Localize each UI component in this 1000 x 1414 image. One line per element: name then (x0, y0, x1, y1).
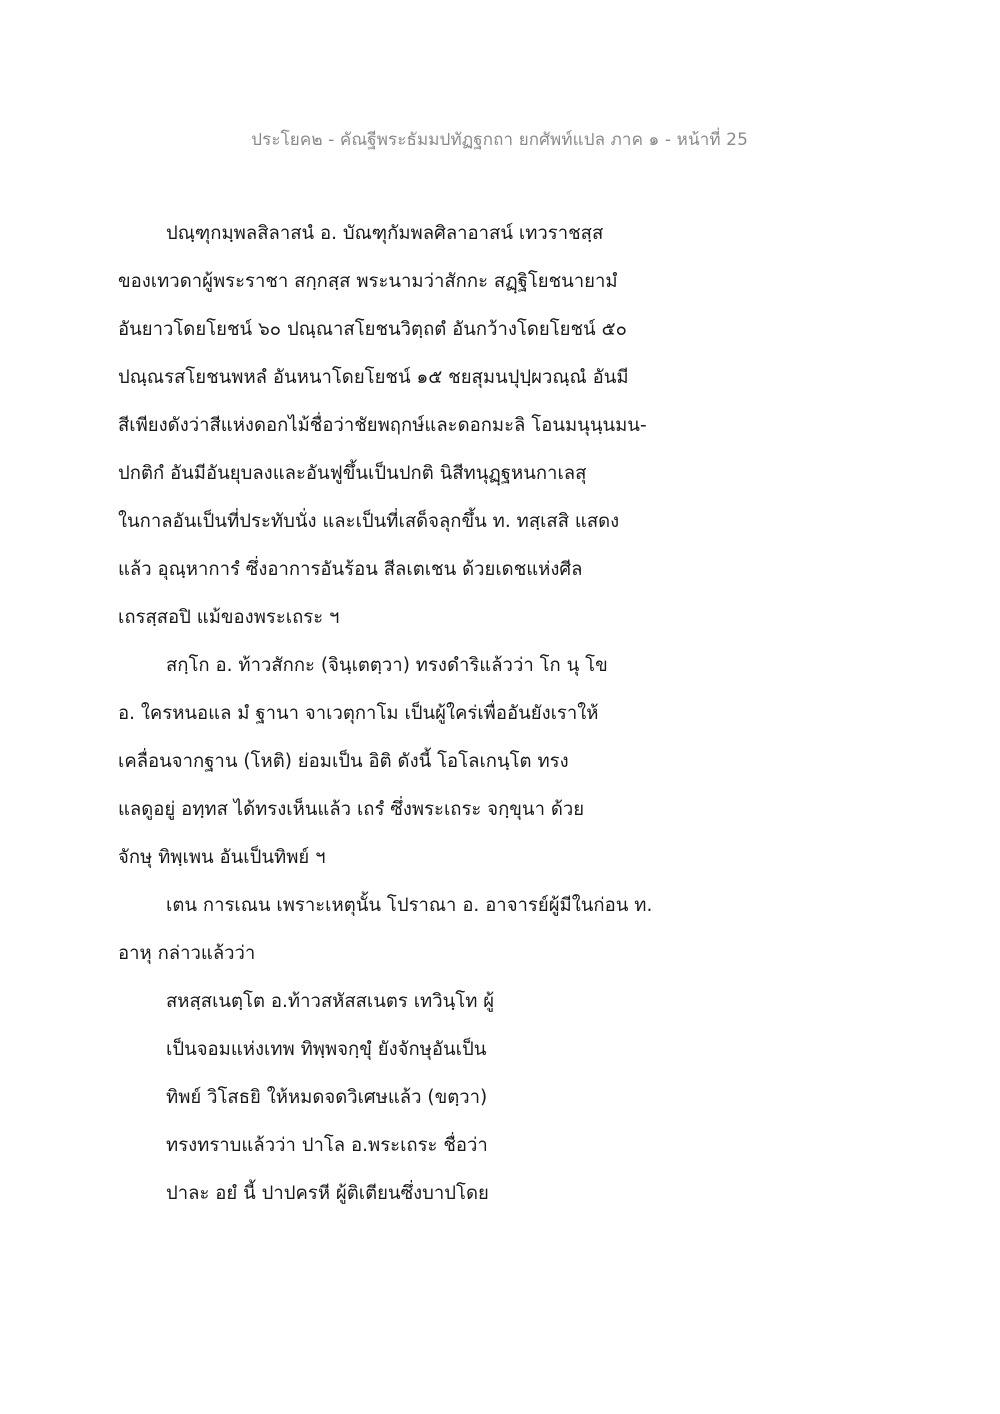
text-line: แล้ว อุณฺหาการํ ซึ่งอาการอันร้อน สีลเตเชน ด้วยเดชแห่งศีล (118, 559, 583, 580)
text-line: สกฺโก อ. ท้าวสักกะ (จินฺเตตฺวา) ทรงดำริแล้วว่า โก นุ โข (166, 655, 608, 676)
text-line: เคลื่อนจากฐาน (โหติ) ย่อมเป็น อิติ ดังนี้ โอโลเกนฺโต ทรง (118, 751, 569, 772)
text-line: แลดูอยู่ อทฺทส ได้ทรงเห็นแล้ว เถรํ ซึ่งพระเถระ จกฺขุนา ด้วย (118, 799, 585, 820)
body-text (118, 210, 718, 1218)
text-line: ทรงทราบแล้วว่า ปาโล อ.พระเถระ ชื่อว่า (166, 1135, 488, 1156)
text-line: จักษุ ทิพฺเพน อันเป็นทิพย์ ฯ (118, 847, 326, 868)
text-line: ทิพย์ วิโสธยิ ให้หมดจดวิเศษแล้ว (ขตฺวา) (166, 1087, 488, 1108)
running-header: ประโยค๒ - คัณฐีพระธัมมปทัฏฐกถา ยกศัพท์แปล ภาค ๑ - หน้าที่ 25 (251, 130, 748, 150)
text-line: ปาละ อยํ นี้ ปาปครหี ผู้ติเตียนซึ่งบาปโดย (166, 1183, 489, 1204)
text-line: ปกติกํ อันมีอันยุบลงและอันฟูขึ้นเป็นปกติ นิสีทนุฏฺฐหนกาเลสุ (118, 463, 587, 484)
text-line: เถรสฺสอปิ แม้ของพระเถระ ฯ (118, 607, 340, 628)
text-line: เป็นจอมแห่งเทพ ทิพฺพจกฺขุํ ยังจักษุอันเป็น (166, 1039, 487, 1060)
text-line: เตน การเณน เพราะเหตุนั้น โปราณา อ. อาจารย์ผู้มีในก่อน ท. (166, 895, 653, 916)
text-line: ในกาลอันเป็นที่ประทับนั่ง และเป็นที่เสด็จลุกขึ้น ท. ทสฺเสสิ แสดง (118, 511, 620, 532)
text-line: สหสฺสเนตฺโต อ.ท้าวสหัสสเนตร เทวินฺโท ผู้ (166, 991, 495, 1012)
text-line: ของเทวดาผู้พระราชา สกฺกสฺส พระนามว่าสักกะ สฏฺฐิโยชนายามํ (118, 271, 618, 292)
text-line: ปณฺณรสโยชนพหลํ อันหนาโดยโยชน์ ๑๕ ชยสุมนปุปฺผวณฺณํ อันมี (118, 367, 629, 388)
text-line: สีเพียงดังว่าสีแห่งดอกไม้ชื่อว่าชัยพฤกษ์และดอกมะลิ โอนมนุนฺนมน- (118, 415, 647, 436)
text-line: ปณฺฑุกมฺพลสิลาสนํ อ. บัณฑุกัมพลศิลาอาสน์ เทวราชสฺส (166, 223, 604, 244)
text-line: อ. ใครหนอแล มํ ฐานา จาเวตุกาโม เป็นผู้ใคร่เพื่ออันยังเราให้ (118, 703, 599, 724)
text-line: อันยาวโดยโยชน์ ๖๐ ปณฺณาสโยชนวิตฺถตํ อันกว้างโดยโยชน์ ๕๐ (118, 319, 627, 340)
text-line: อาหุ กล่าวแล้วว่า (118, 943, 256, 964)
